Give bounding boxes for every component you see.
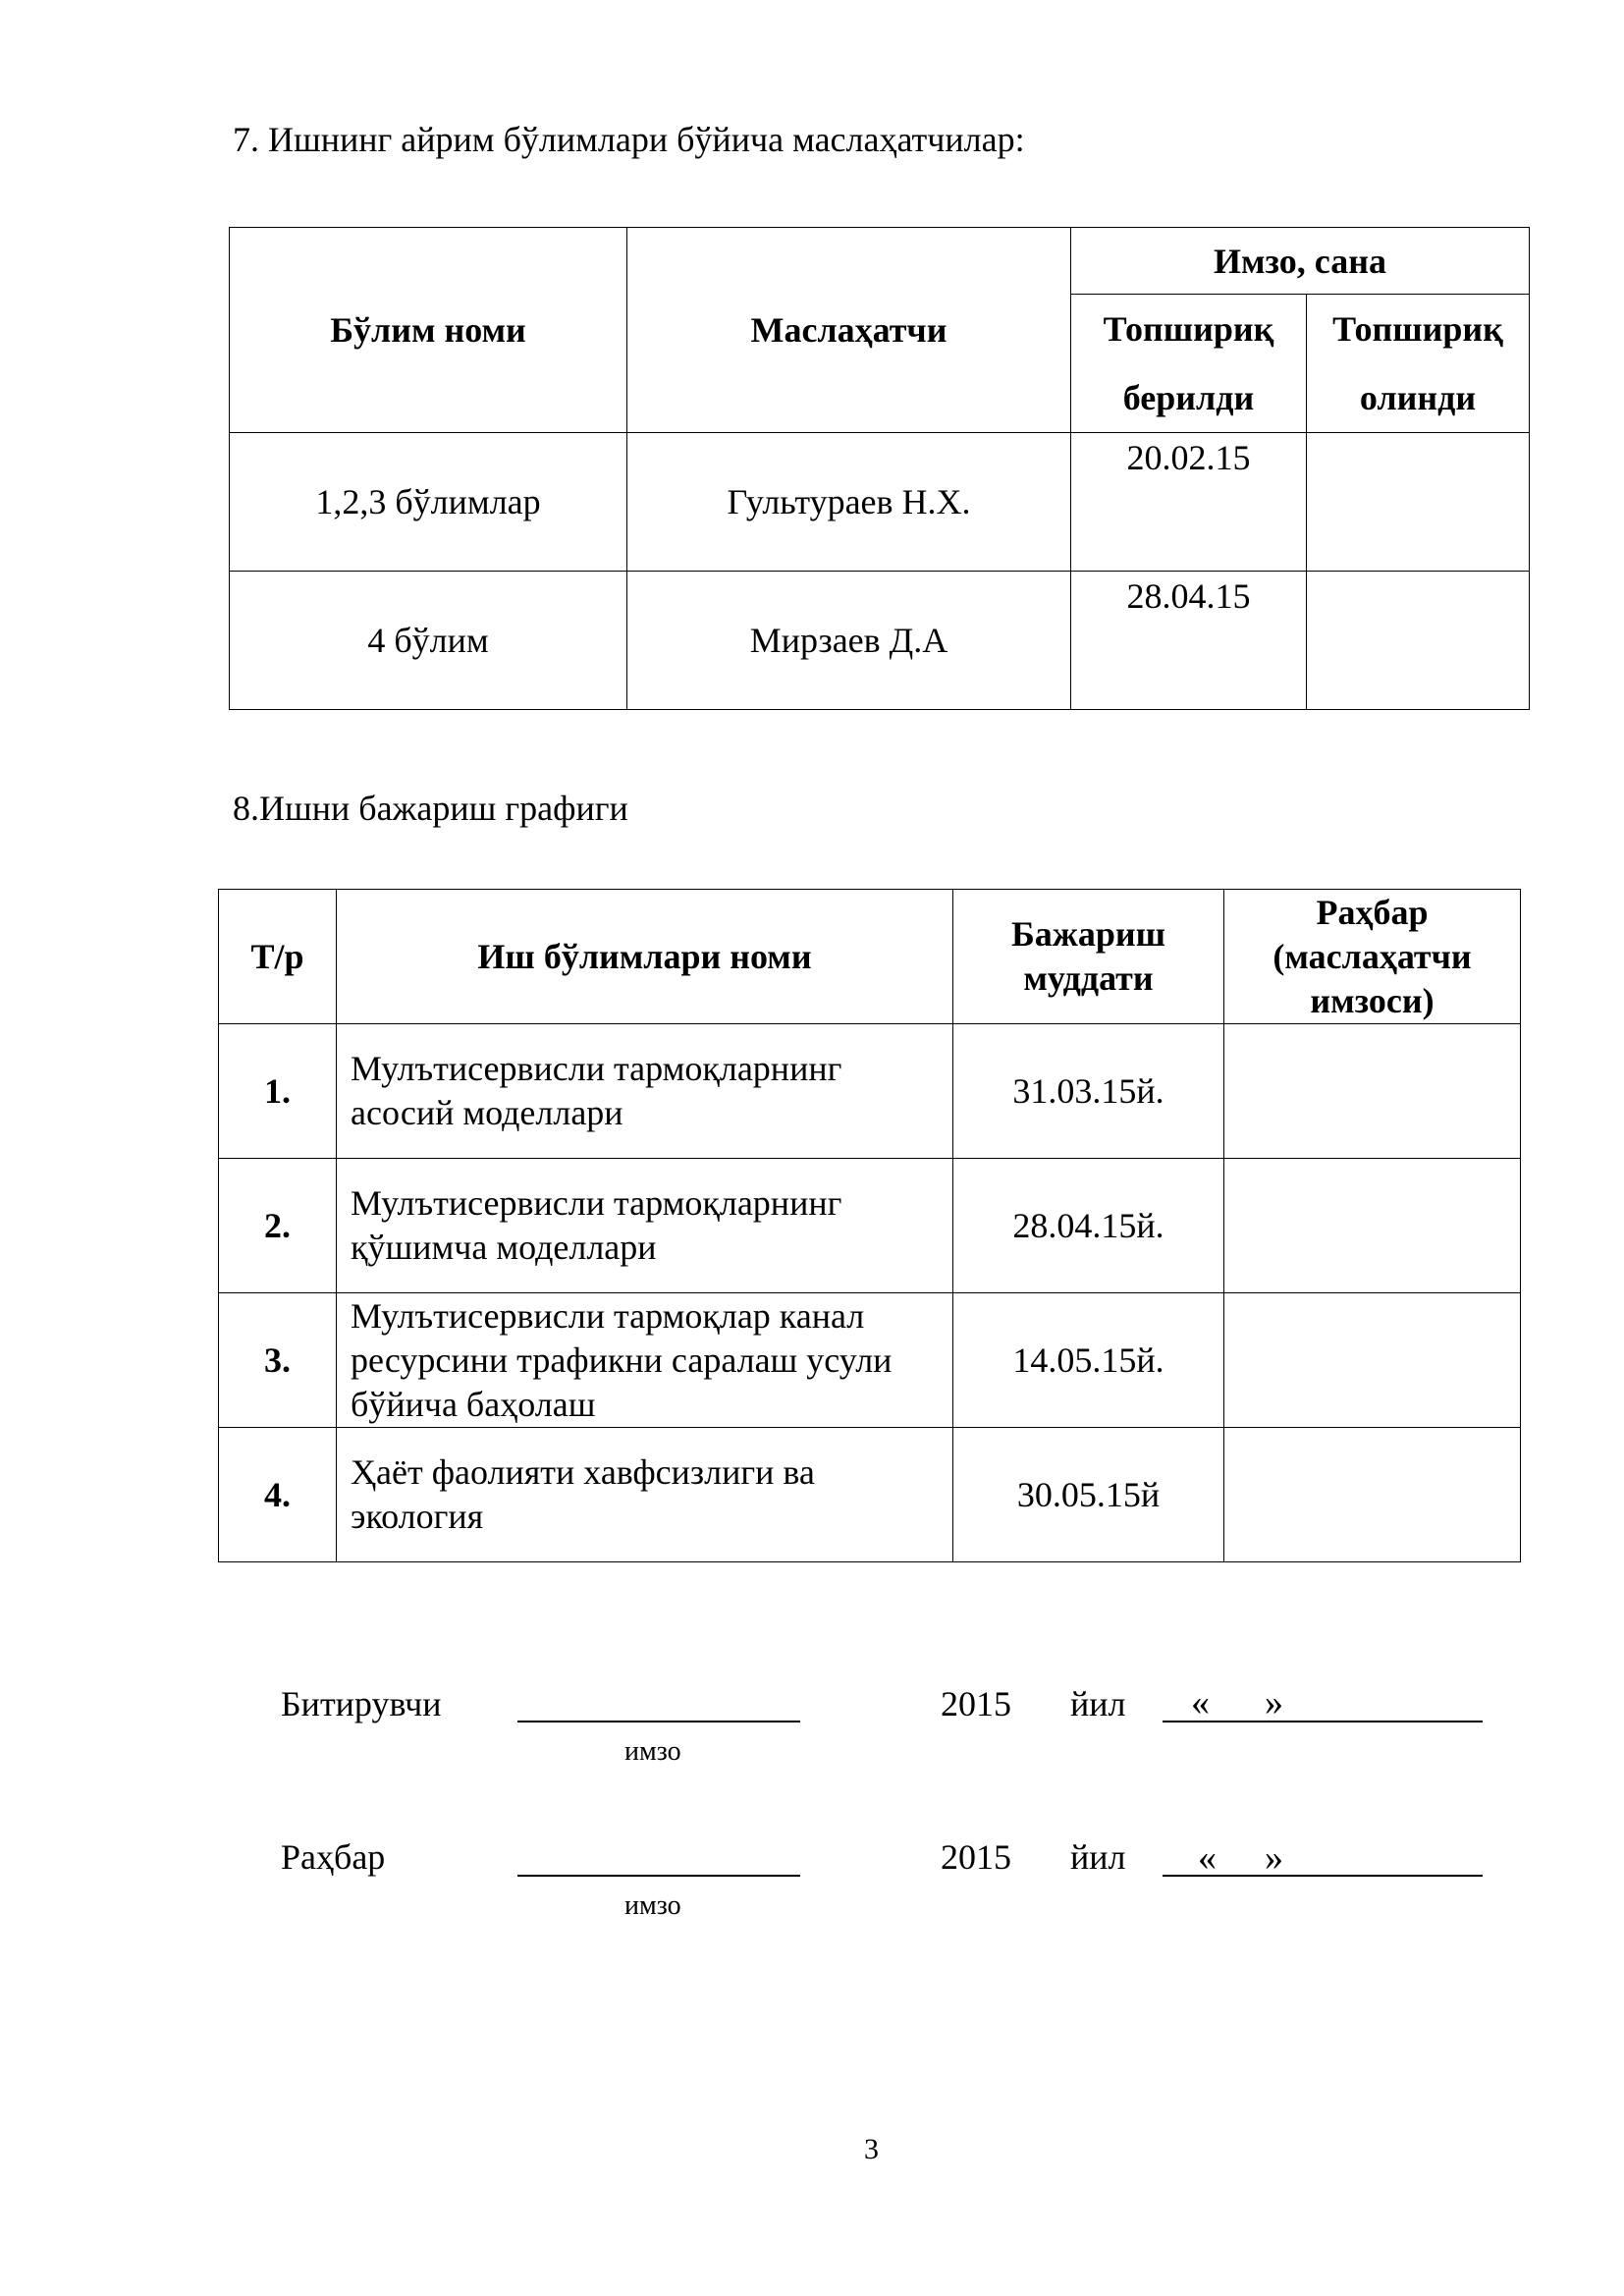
quote-open: « <box>1198 1837 1217 1879</box>
task-given-date-cell: 28.04.15 <box>1071 572 1307 710</box>
year-word: йил <box>1070 1684 1126 1723</box>
work-section-name: Мулътисервисли тармоқларнинг асосий моделлари <box>337 1024 953 1159</box>
header-task-given: Топшириқ берилди <box>1071 295 1307 433</box>
table-row <box>219 1024 1521 1159</box>
graduate-label: Битирувчи <box>281 1684 442 1723</box>
quote-close: » <box>1265 1837 1283 1879</box>
supervisor-label: Раҳбар <box>281 1837 386 1877</box>
section-7-heading: 7. Ишнинг айрим бўлимлари бўйича маслаҳатчилар: <box>233 120 1025 159</box>
header-consultant: Маслаҳатчи <box>627 228 1071 433</box>
row-number: 1. <box>219 1024 337 1159</box>
row-number: 4. <box>219 1428 337 1562</box>
header-deadline: Бажариш муддати <box>953 890 1224 1024</box>
consultant-cell: Мирзаев Д.А <box>627 572 1071 710</box>
table-row <box>230 572 1530 710</box>
consultants-table <box>229 227 1530 710</box>
schedule-table <box>218 889 1521 1562</box>
deadline-cell: 31.03.15й. <box>953 1024 1224 1159</box>
signature-caption: имзо <box>624 1890 681 1921</box>
supervisor-signature-cell <box>1224 1159 1521 1293</box>
quote-open: « <box>1191 1682 1210 1723</box>
date-line <box>1163 1875 1483 1877</box>
row-number: 2. <box>219 1159 337 1293</box>
signature-caption: имзо <box>624 1736 681 1767</box>
consultant-cell: Гультураев Н.Х. <box>627 433 1071 572</box>
task-given-date-cell: 20.02.15 <box>1071 433 1307 572</box>
deadline-cell: 14.05.15й. <box>953 1293 1224 1428</box>
table-row <box>219 1159 1521 1293</box>
table-row <box>219 1428 1521 1562</box>
work-section-name: Мулътисервисли тармоқларнинг қўшимча моделлари <box>337 1159 953 1293</box>
table-header-row <box>230 228 1530 295</box>
page-number: 3 <box>864 2133 879 2165</box>
supervisor-signature-line <box>517 1875 800 1877</box>
table-row <box>230 433 1530 572</box>
graduate-signature-line <box>517 1721 800 1722</box>
section-cell: 1,2,3 бўлимлар <box>230 433 627 572</box>
quote-close: » <box>1265 1682 1283 1723</box>
table-row <box>219 1293 1521 1428</box>
header-work-section-name: Иш бўлимлари номи <box>337 890 953 1024</box>
task-received-cell <box>1307 433 1530 572</box>
deadline-cell: 28.04.15й. <box>953 1159 1224 1293</box>
supervisor-signature-cell <box>1224 1024 1521 1159</box>
supervisor-signature-cell <box>1224 1428 1521 1562</box>
header-task-received: Топшириқ олинди <box>1307 295 1530 433</box>
header-signature-date: Имзо, сана <box>1071 228 1530 295</box>
date-line <box>1163 1721 1483 1722</box>
row-number: 3. <box>219 1293 337 1428</box>
section-cell: 4 бўлим <box>230 572 627 710</box>
year-value: 2015 <box>941 1837 1011 1877</box>
header-section-name: Бўлим номи <box>230 228 627 433</box>
deadline-cell: 30.05.15й <box>953 1428 1224 1562</box>
header-number: Т/р <box>219 890 337 1024</box>
year-word: йил <box>1070 1837 1126 1877</box>
table-header-row <box>219 890 1521 1024</box>
work-section-name: Ҳаёт фаолияти хавфсизлиги ва экология <box>337 1428 953 1562</box>
work-section-name: Мулътисервисли тармоқлар канал ресурсини трафикни саралаш усули бўйича баҳолаш <box>337 1293 953 1428</box>
supervisor-signature-cell <box>1224 1293 1521 1428</box>
section-8-heading: 8.Ишни бажариш графиги <box>233 789 628 828</box>
task-received-cell <box>1307 572 1530 710</box>
header-supervisor-signature: Раҳбар (маслаҳатчи имзоси) <box>1224 890 1521 1024</box>
year-value: 2015 <box>941 1684 1011 1723</box>
